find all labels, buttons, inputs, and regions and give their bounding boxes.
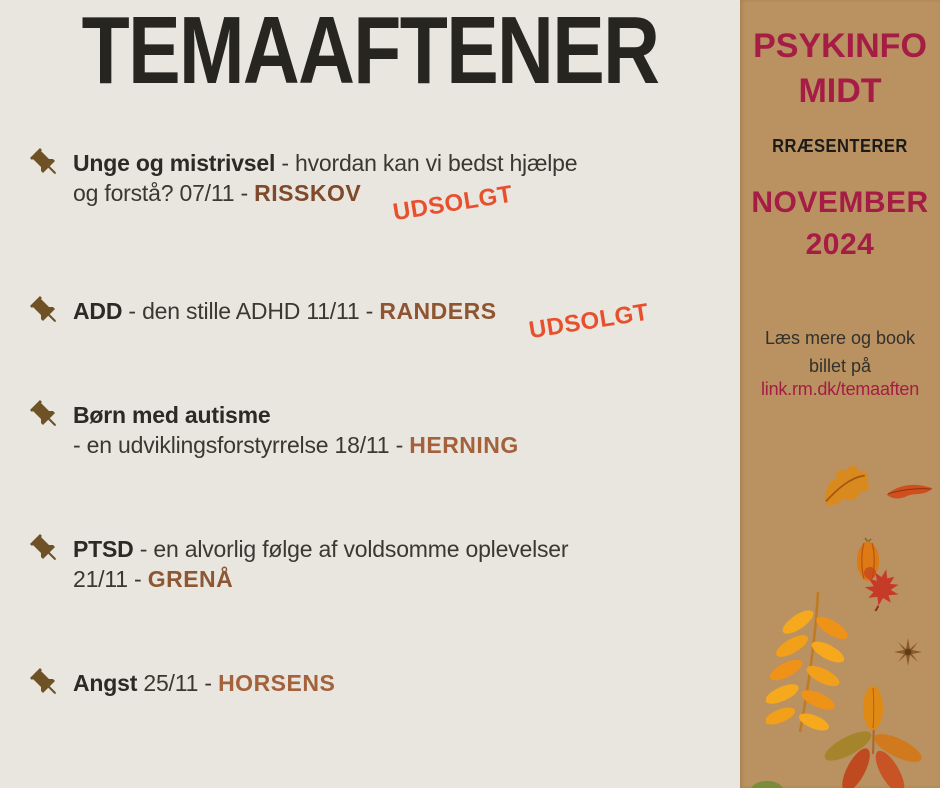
green-leaf-edge-image (750, 778, 784, 788)
event-location: RANDERS (379, 298, 497, 324)
event-description: - en udviklingsforstyrrelse 18/11 - (73, 432, 410, 458)
oak-leaf-image (813, 456, 880, 515)
presents-label: RRÆSENTERER (772, 136, 908, 156)
sold-out-badge: UDSOLGT (526, 298, 651, 345)
red-leaf-fragment-image (885, 479, 935, 510)
event-list (28, 0, 708, 788)
booking-url-link[interactable]: link.rm.dk/temaaften (760, 379, 920, 399)
pushpin-icon (28, 666, 62, 700)
event-text (73, 148, 578, 227)
event-description: 21/11 - (73, 566, 148, 592)
booking-info-line2: billet på (808, 356, 872, 376)
brand-line2: MIDT (798, 72, 882, 110)
event-title: PTSD (73, 536, 134, 562)
event-description: - den stille ADHD 11/11 - (122, 298, 380, 324)
event-description: - en alvorlig følge af voldsomme oplevelser (133, 536, 569, 562)
event-title: ADD (73, 298, 123, 324)
event-location: GRENÅ (147, 566, 234, 592)
event-item (28, 400, 708, 460)
booking-info-text (740, 324, 940, 380)
poster-title: TEMAAFTENER (81, 0, 659, 104)
event-text (73, 296, 651, 345)
event-title: Angst (73, 670, 138, 696)
event-location: HORSENS (218, 670, 336, 696)
creeper-leaf-image (816, 668, 926, 788)
month-line1: NOVEMBER (751, 186, 929, 219)
sold-out-badge: UDSOLGT (391, 180, 515, 227)
event-description: og forstå? 07/11 - (73, 180, 255, 206)
brand-line1: PSYKINFO (753, 27, 927, 65)
event-location: HERNING (409, 432, 519, 458)
star-anise-image (892, 636, 924, 668)
event-item (28, 534, 708, 594)
pushpin-icon (28, 398, 62, 432)
event-item (28, 668, 708, 700)
month-line2: 2024 (805, 228, 875, 261)
pushpin-icon (28, 294, 62, 328)
event-title: Unge og mistrivsel (73, 150, 276, 176)
pushpin-icon (28, 532, 62, 566)
event-item (28, 296, 708, 345)
event-text (73, 668, 335, 698)
event-item (28, 148, 708, 227)
month-label (740, 182, 940, 266)
event-text (73, 534, 568, 594)
booking-info-line1: Læs mere og book (764, 328, 916, 348)
sidebar (740, 0, 940, 788)
event-description: - hvordan kan vi bedst hjælpe (275, 150, 578, 176)
event-description: 25/11 - (137, 670, 219, 696)
event-text (73, 400, 519, 460)
brand-name (740, 24, 940, 114)
event-location: RISSKOV (254, 180, 362, 206)
pushpin-icon (28, 146, 62, 180)
event-title: Børn med autisme (73, 402, 271, 428)
